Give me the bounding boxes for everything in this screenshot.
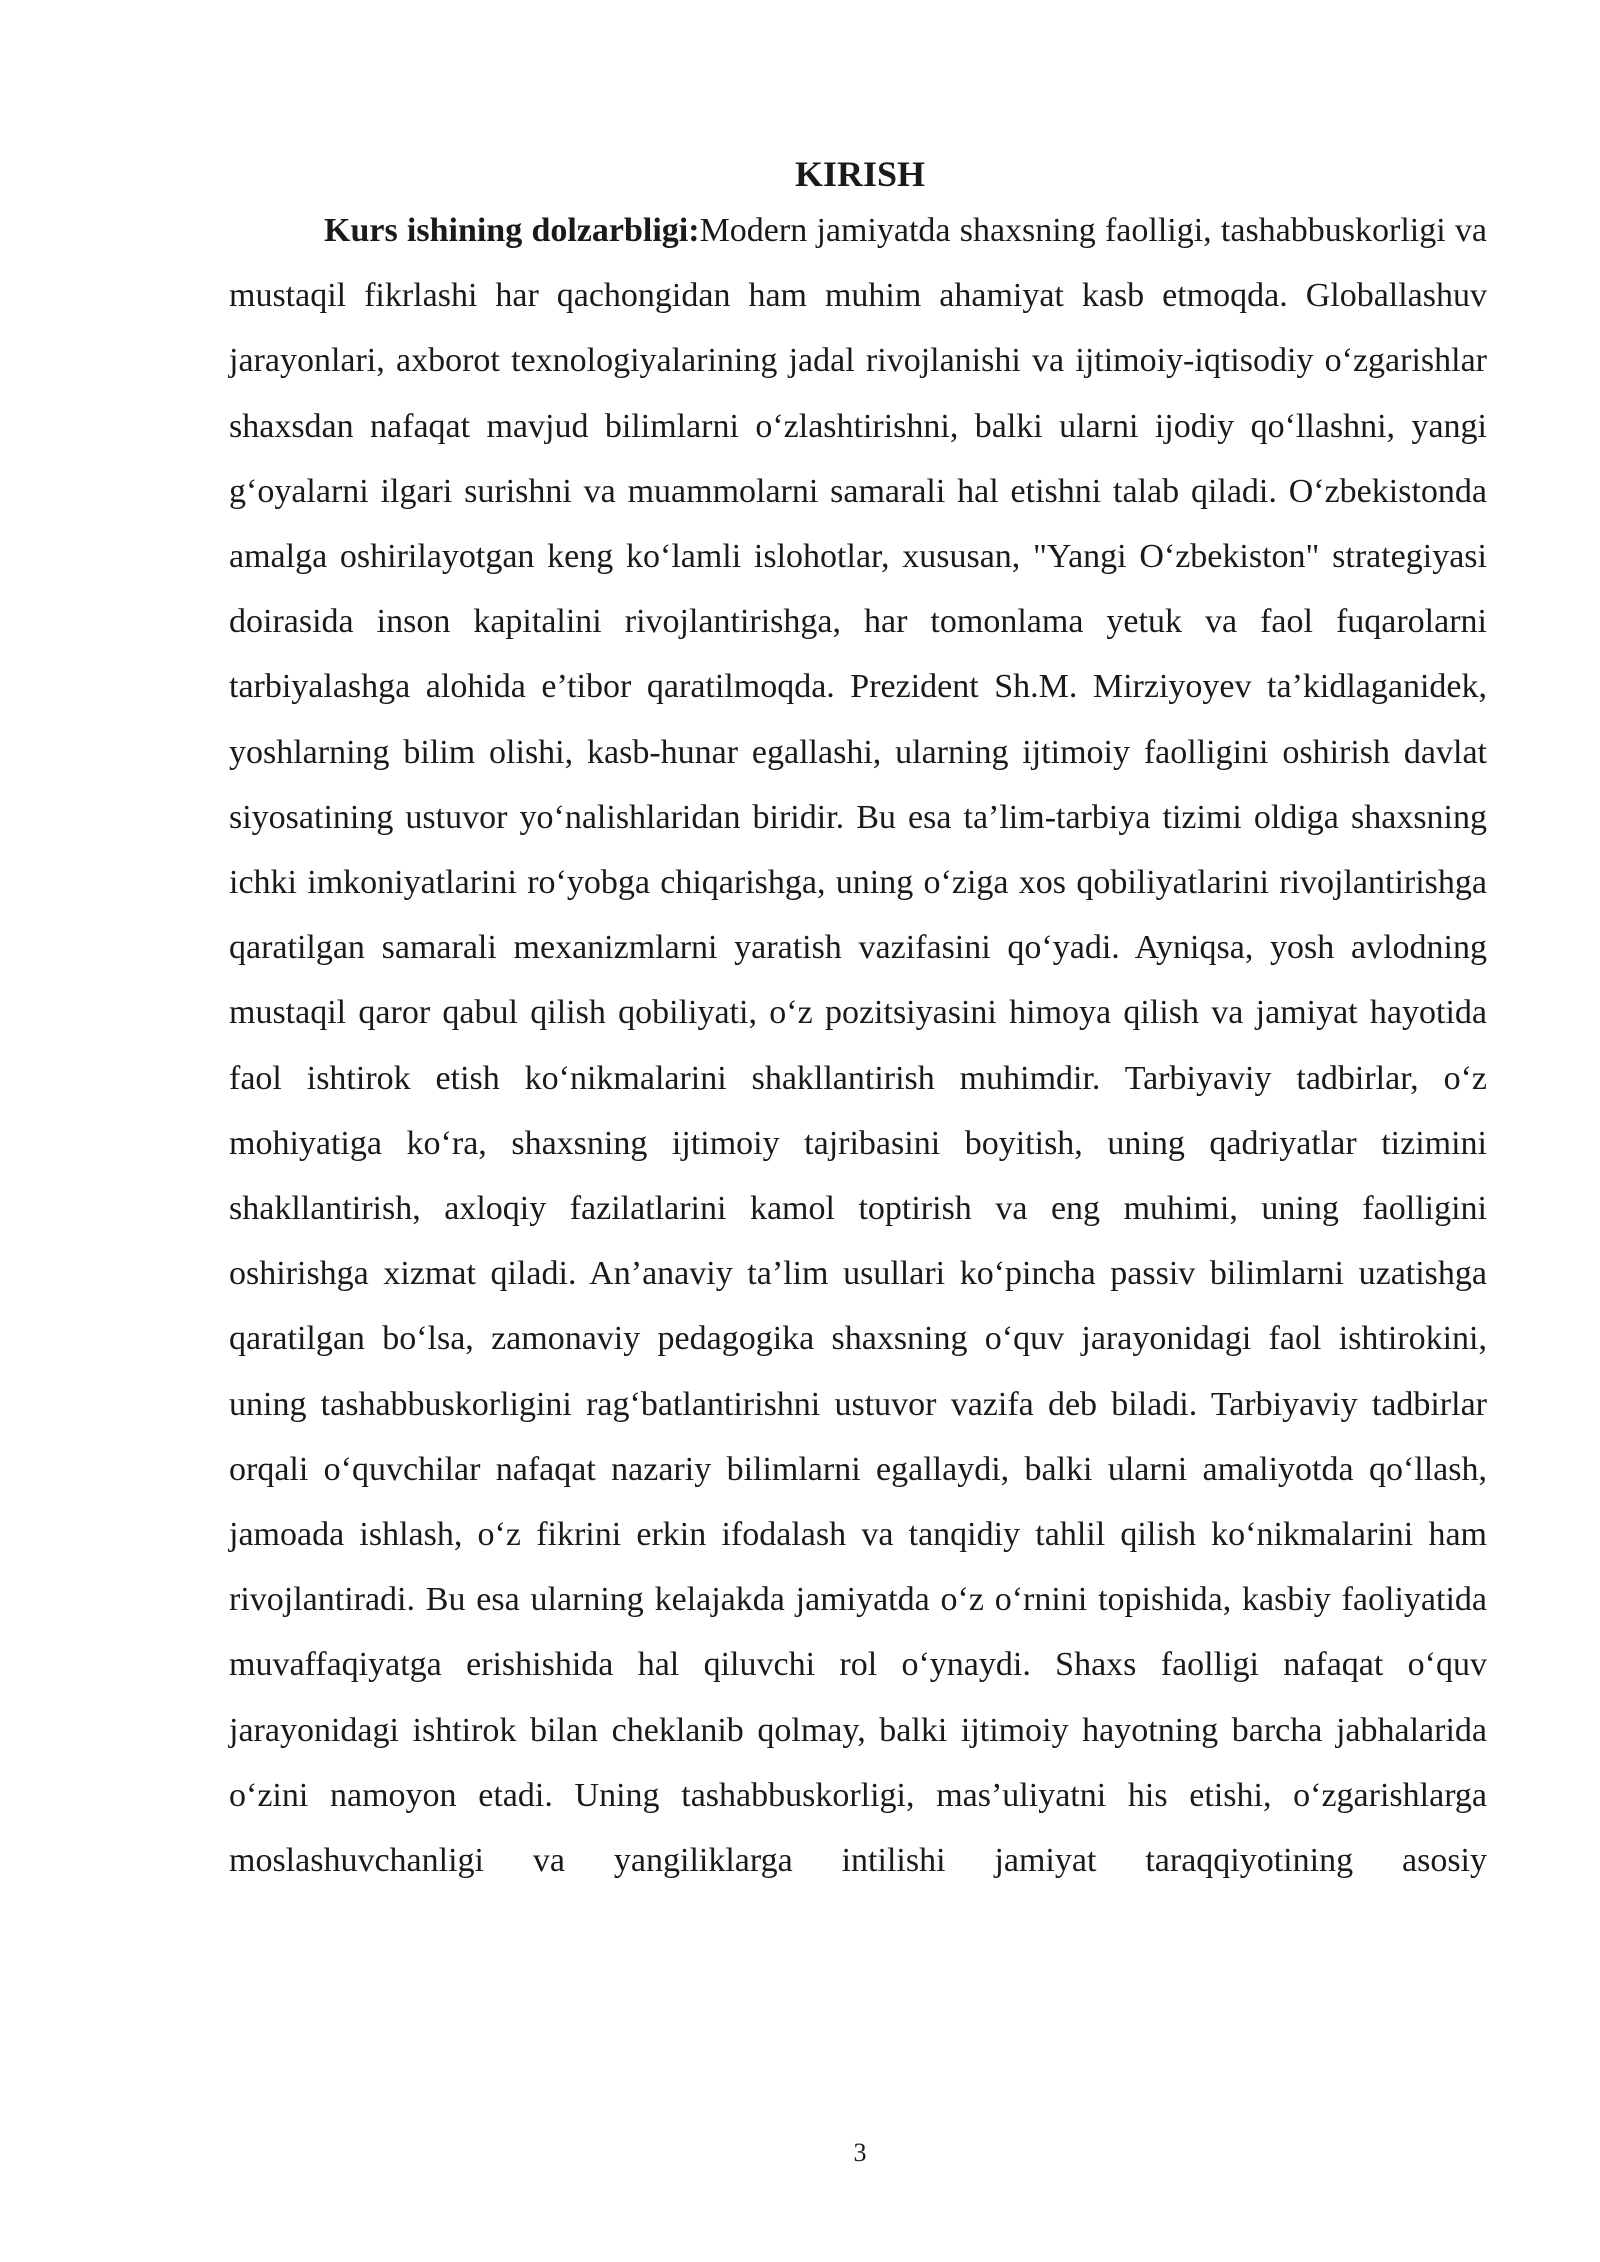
body-paragraph xyxy=(229,198,1487,1893)
paragraph-text: Modern jamiyatda shaxsning faolligi, tashabbuskorligi va mustaqil fikrlashi har qachongidan ham muhim ahamiyat kasb etmoqda. Globallashuv jarayonlari, axborot texnologiyalarining jadal rivojlanishi va ijtimoiy-iqtisodiy o‘zgarishlar shaxsdan nafaqat mavjud bilimlarni o‘zlashtirishni, balki ularni ijodiy qo‘llashni, yangi g‘oyalarni ilgari surishni va muammolarni samarali hal etishni talab qiladi. O‘zbekistonda amalga oshirilayotgan keng ko‘lamli islohotlar, xususan, "Yangi O‘zbekiston" strategiyasi doirasida inson kapitalini rivojlantirishga, har tomonlama yetuk va faol fuqarolarni tarbiyalashga alohida e’tibor qaratilmoqda. Prezident Sh.M. Mirziyoyev ta’kidlaganidek, yoshlarning bilim olishi, kasb-hunar egallashi, ularning ijtimoiy faolligini oshirish davlat siyosatining ustuvor yo‘nalishlaridan biridir. Bu esa ta’lim-tarbiya tizimi oldiga shaxsning ichki imkoniyatlarini ro‘yobga chiqarishga, uning o‘ziga xos qobiliyatlarini rivojlantirishga qaratilgan samarali mexanizmlarni yaratish vazifasini qo‘yadi. Ayniqsa, yosh avlodning mustaqil qaror qabul qilish qobiliyati, o‘z pozitsiyasini himoya qilish va jamiyat hayotida faol ishtirok etish ko‘nikmalarini shakllantirish muhimdir. Tarbiyaviy tadbirlar, o‘z mohiyatiga ko‘ra, shaxsning ijtimoiy tajribasini boyitish, uning qadriyatlar tizimini shakllantirish, axloqiy fazilatlarini kamol toptirish va eng muhimi, uning faolligini oshirishga xizmat qiladi. An’anaviy ta’lim usullari ko‘pincha passiv bilimlarni uzatishga qaratilgan bo‘lsa, zamonaviy pedagogika shaxsning o‘quv jarayonidagi faol ishtirokini, uning tashabbuskorligini rag‘batlantirishni ustuvor vazifa deb biladi. Tarbiyaviy tadbirlar orqali o‘quvchilar nafaqat nazariy bilimlarni egallaydi, balki ularni amaliyotda qo‘llash, jamoada ishlash, o‘z fikrini erkin ifodalash va tanqidiy tahlil qilish ko‘nikmalarini ham rivojlantiradi. Bu esa ularning kelajakda jamiyatda o‘z o‘rnini topishida, kasbiy faoliyatida muvaffaqiyatga erishishida hal qiluvchi rol o‘ynaydi. Shaxs faolligi nafaqat o‘quv jarayonidagi ishtirok bilan cheklanib qolmay, balki ijtimoiy hayotning barcha jabhalarida o‘zini namoyon etadi. Uning tashabbuskorligi, mas’uliyatni his etishi, o‘zgarishlarga moslashuvchanligi va yangiliklarga intilishi jamiyat taraqqiyotining asosiy xyxy=(229,212,1487,1880)
section-heading: KIRISH xyxy=(794,154,926,194)
page-number: 3 xyxy=(853,2138,867,2167)
paragraph-lead: Kurs ishining dolzarbligi: xyxy=(324,212,700,249)
